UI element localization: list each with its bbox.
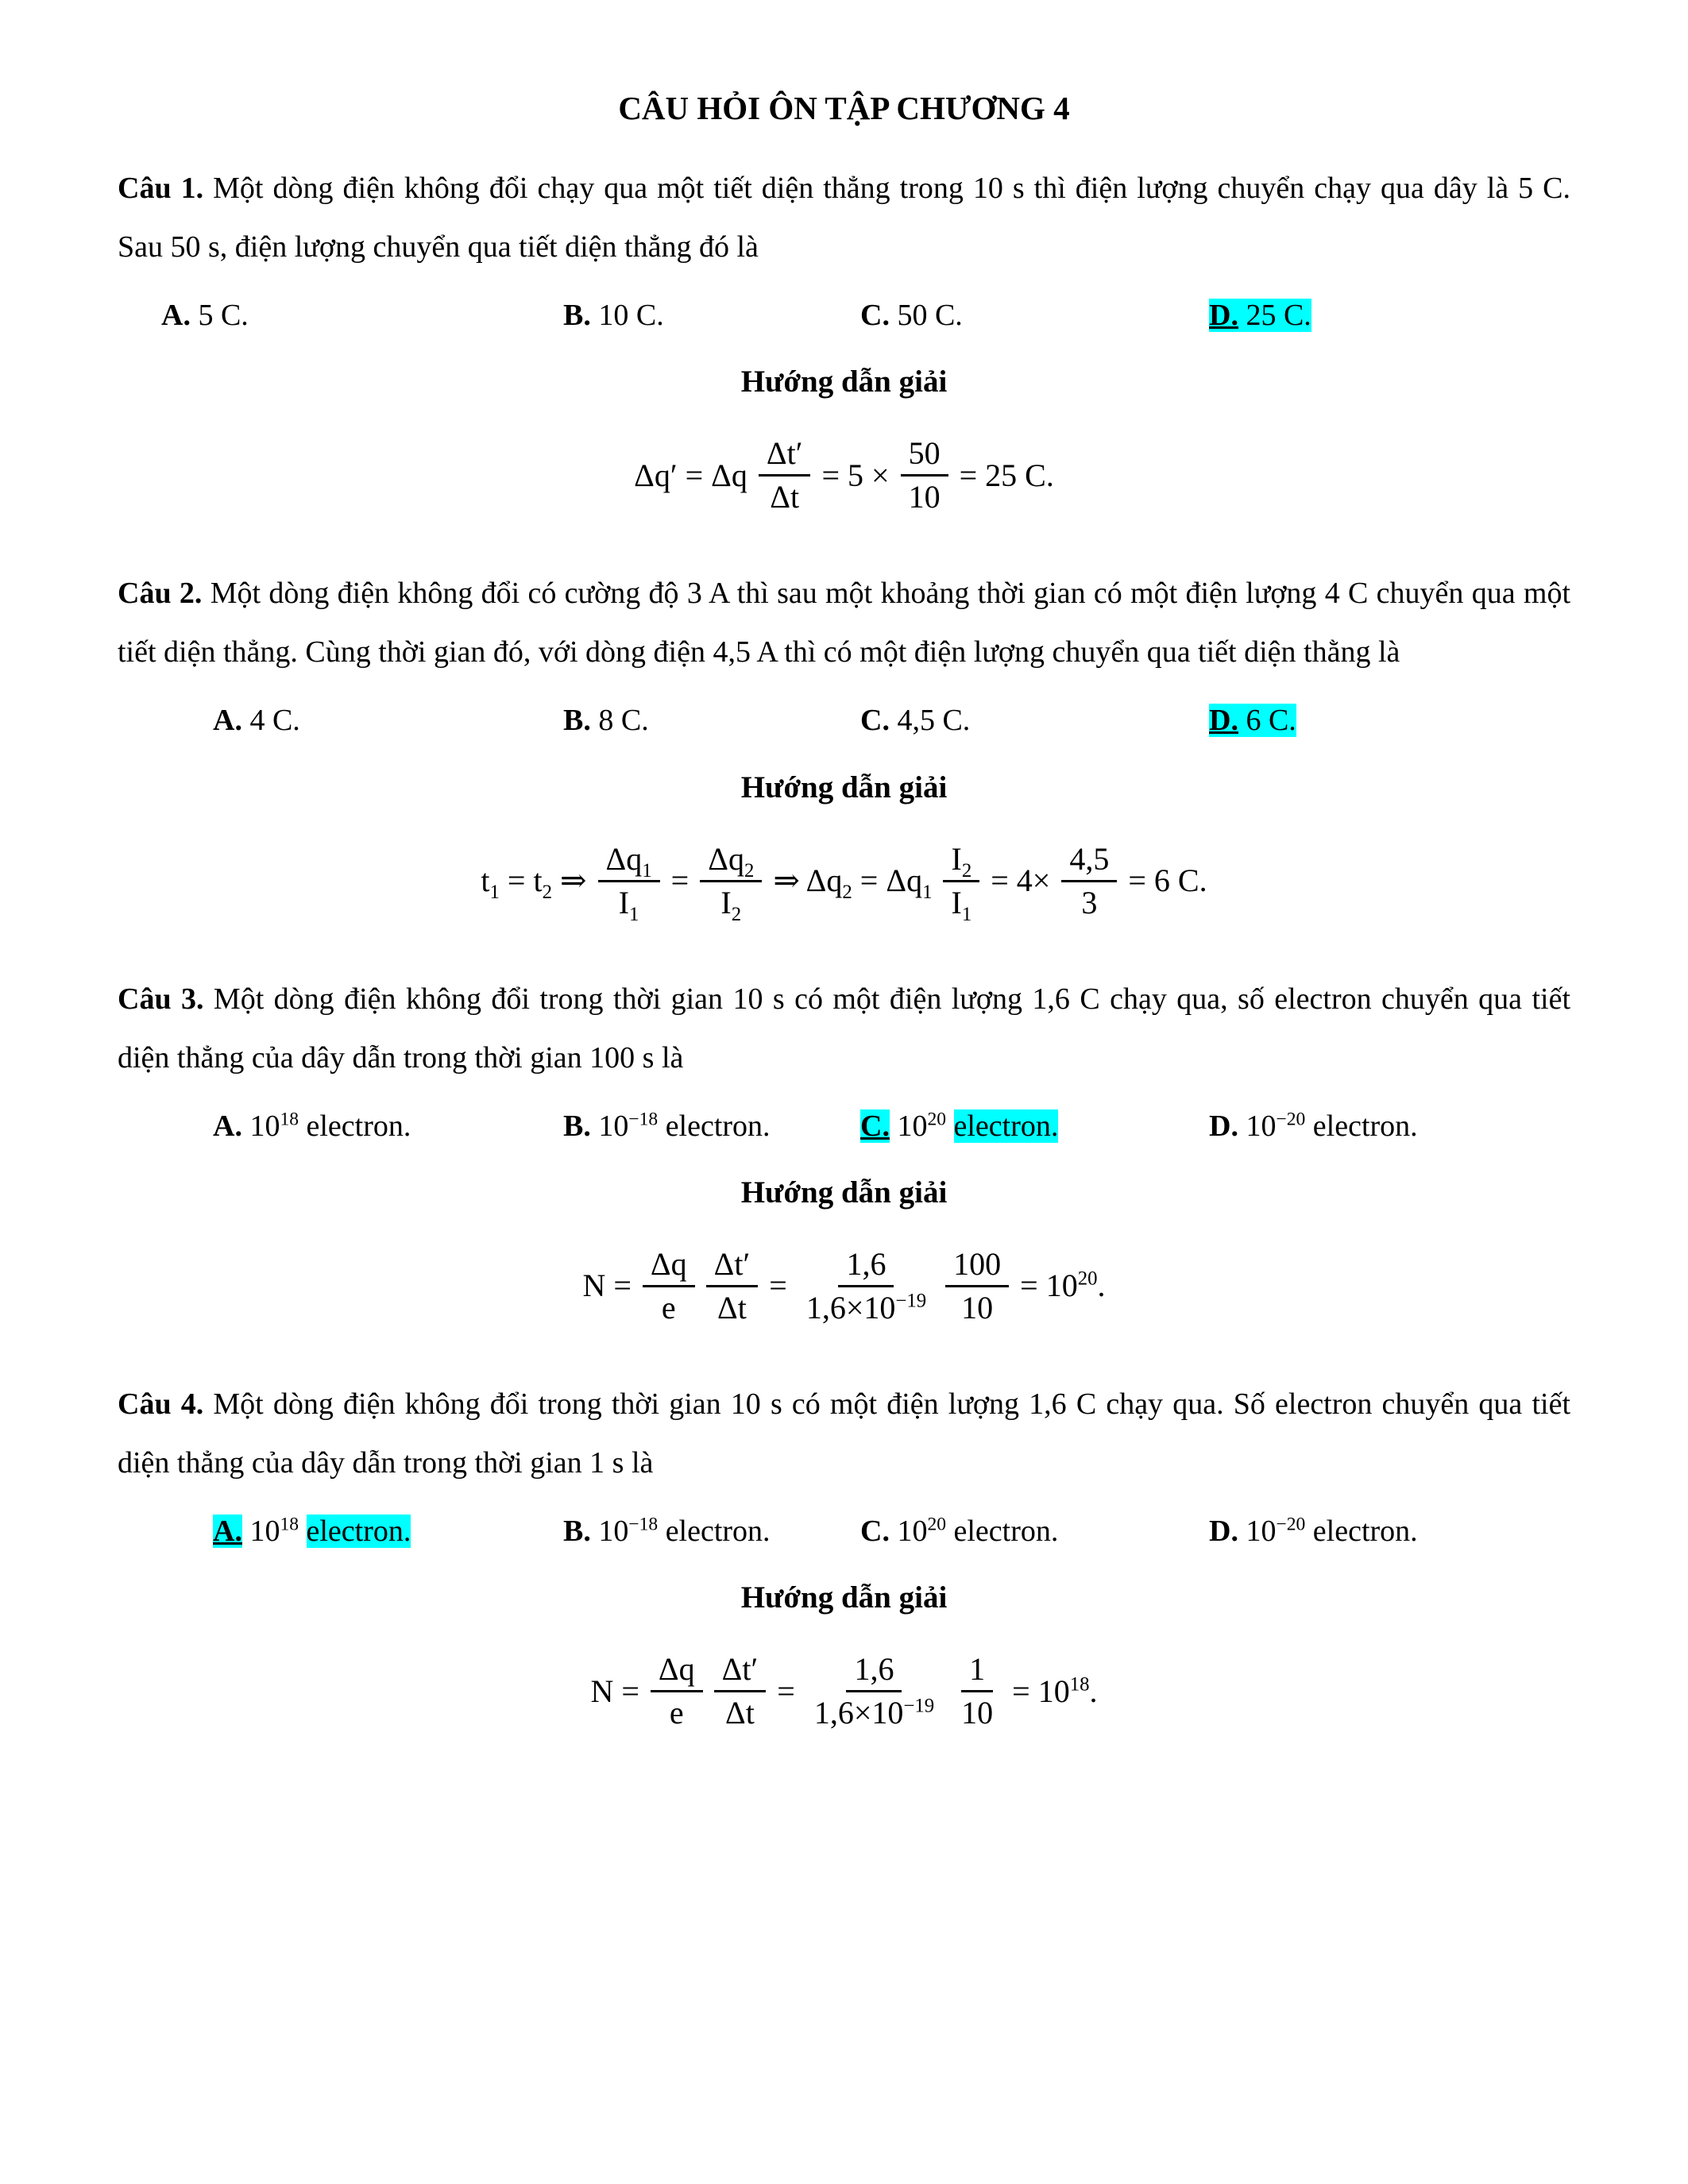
formula-text: = 4× <box>991 862 1051 899</box>
answer-option <box>1209 286 1570 345</box>
fraction-denominator: Δt <box>725 1695 755 1731</box>
option-label: B. <box>563 704 591 738</box>
question-block <box>118 970 1570 1329</box>
formula-text: = 5 × <box>821 457 890 493</box>
fraction-numerator: $\Delta q_2$ <box>700 839 762 882</box>
fraction <box>943 839 979 924</box>
question-block <box>118 159 1570 518</box>
option-label: D. <box>1209 704 1238 738</box>
option-text: 4 C. <box>241 704 300 738</box>
answer-option <box>213 691 563 750</box>
fraction-numerator: Δt′ <box>706 1244 759 1287</box>
option-text: $10^{-20}$ electron. <box>1238 1514 1418 1549</box>
formula-text: Δq′ = Δq <box>634 457 747 493</box>
formula-text: = $10^{20}$. <box>1020 1268 1106 1304</box>
fraction-numerator: Δt′ <box>759 433 811 477</box>
option-label: D. <box>1209 299 1238 333</box>
fraction-denominator: $1,6\times 10^{-19}$ <box>813 1695 935 1731</box>
answer-option <box>563 1502 860 1561</box>
solution-heading: Hướng dẫn giải <box>740 365 948 399</box>
solution-formula <box>118 1244 1570 1329</box>
fraction-denominator: e <box>661 1289 676 1325</box>
question-body: Một dòng điện không đổi chạy qua một tiết diện thẳng trong 10 s thì điện lượng chuyển chạy qua dây là 5 C. Sau 50 s, điện lượng chuyển qua tiết diện thẳng đó là <box>118 172 1571 264</box>
fraction <box>714 1649 767 1734</box>
question-block <box>118 564 1570 923</box>
question-text <box>118 1375 1570 1492</box>
solution-heading: Hướng dẫn giải <box>740 1580 948 1615</box>
fraction-numerator: 1,6 <box>846 1649 902 1692</box>
fraction-numerator: $I_2$ <box>943 839 979 882</box>
option-text: $10^{18}$ electron. <box>241 1109 411 1143</box>
option-text: $10^{-18}$ electron. <box>590 1109 771 1143</box>
fraction-denominator: Δt <box>770 479 800 515</box>
option-label: C. <box>860 1109 890 1143</box>
fraction-denominator: 10 <box>961 1289 994 1325</box>
option-text: 25 C. <box>1238 299 1311 333</box>
formula-text: ⇒ $\Delta q_2 = \Delta q_1$ <box>773 862 933 904</box>
fraction-denominator: $I_2$ <box>720 884 742 925</box>
option-text: 8 C. <box>590 704 649 738</box>
solution-heading: Hướng dẫn giải <box>740 770 948 805</box>
fraction-numerator: Δq <box>651 1649 703 1692</box>
fraction-numerator: 50 <box>901 433 948 477</box>
option-text: electron. <box>953 1109 1059 1143</box>
fraction-denominator: Δt <box>717 1289 747 1325</box>
option-label: D. <box>1209 1515 1238 1549</box>
fraction <box>598 839 660 924</box>
fraction-denominator: e <box>669 1695 684 1731</box>
answer-option <box>860 286 1209 345</box>
option-label: C. <box>860 1515 890 1549</box>
solution-formula <box>118 433 1570 518</box>
question-text <box>118 970 1570 1087</box>
option-text: 10 C. <box>590 299 664 333</box>
option-text: 6 C. <box>1238 704 1296 738</box>
formula-text: N = <box>582 1268 632 1304</box>
option-text: 5 C. <box>190 299 249 333</box>
formula-text: = <box>777 1673 795 1709</box>
answer-option <box>213 1097 563 1156</box>
fraction-numerator: $\Delta q_1$ <box>598 839 660 882</box>
answer-option <box>161 286 563 345</box>
option-text: $10^{20}$ electron. <box>889 1514 1059 1549</box>
formula-text: = $10^{18}$. <box>1012 1673 1098 1709</box>
fraction <box>700 839 762 924</box>
fraction-numerator: Δq <box>643 1244 695 1287</box>
questions-container <box>118 159 1570 1734</box>
answer-options <box>118 1097 1570 1156</box>
fraction <box>1061 839 1117 924</box>
fraction <box>643 1244 695 1329</box>
option-label: B. <box>563 1515 591 1549</box>
answer-option <box>563 286 860 345</box>
formula-text: N = <box>590 1673 639 1709</box>
fraction-numerator: 1 <box>961 1649 993 1692</box>
fraction-denominator: 3 <box>1081 884 1098 920</box>
fraction-denominator: $1,6\times 10^{-19}$ <box>805 1289 927 1325</box>
fraction <box>798 1244 934 1329</box>
question-body: Một dòng điện không đổi trong thời gian 10 s có một điện lượng 1,6 C chạy qua. Số electron chuyển qua tiết diện thẳng của dây dẫn trong thời gian 1 s là <box>118 1387 1570 1480</box>
fraction-denominator: $I_1$ <box>951 884 972 925</box>
fraction <box>901 433 948 518</box>
solution-heading: Hướng dẫn giải <box>740 1175 948 1210</box>
answer-options <box>118 691 1570 750</box>
formula-text: $t_1 = t_2$ ⇒ <box>481 862 587 904</box>
question-body: Một dòng điện không đổi có cường độ 3 A thì sau một khoảng thời gian có một điện lượng 4 C chuyển qua một tiết diện thẳng. Cùng thời gian đó, với dòng điện 4,5 A thì có một điện lượng chuyển qua tiết diện thằng là <box>118 577 1570 669</box>
answer-option <box>860 1097 1209 1156</box>
answer-option <box>1209 691 1570 750</box>
fraction <box>651 1649 703 1734</box>
fraction <box>706 1244 759 1329</box>
option-text: $10^{-18}$ electron. <box>590 1514 771 1549</box>
question-label: Câu 3. <box>118 982 214 1016</box>
fraction-numerator: 100 <box>945 1244 1009 1287</box>
fraction <box>953 1649 1001 1734</box>
question-text <box>118 159 1570 276</box>
option-label: D. <box>1209 1109 1238 1143</box>
answer-options <box>118 1502 1570 1561</box>
fraction <box>759 433 811 518</box>
option-text: $10^{-20}$ electron. <box>1238 1109 1418 1143</box>
answer-option <box>563 1097 860 1156</box>
solution-formula <box>118 839 1570 924</box>
option-label: C. <box>860 299 890 333</box>
question-text <box>118 564 1570 681</box>
solution-formula <box>118 1649 1570 1734</box>
answer-option <box>1209 1097 1570 1156</box>
option-label: B. <box>563 299 591 333</box>
page-title: CÂU HỎI ÔN TẬP CHƯƠNG 4 <box>618 90 1070 126</box>
question-block <box>118 1375 1570 1734</box>
fraction-denominator: 10 <box>908 479 941 515</box>
option-label: A. <box>161 299 191 333</box>
formula-text: = 25 C. <box>959 457 1054 493</box>
fraction <box>806 1649 942 1734</box>
formula-text: = <box>769 1268 787 1304</box>
option-label: B. <box>563 1109 591 1143</box>
fraction-denominator: $I_1$ <box>618 884 639 925</box>
option-text: 4,5 C. <box>889 704 971 738</box>
answer-options <box>118 286 1570 345</box>
answer-option <box>213 1502 563 1561</box>
fraction-numerator: 1,6 <box>838 1244 894 1287</box>
option-text: 50 C. <box>889 299 963 333</box>
question-label: Câu 2. <box>118 577 211 611</box>
option-label: A. <box>213 1109 242 1143</box>
fraction <box>945 1244 1009 1329</box>
formula-text: = <box>670 862 689 899</box>
option-text: $10^{20}$ <box>889 1109 946 1143</box>
question-label: Câu 4. <box>118 1387 214 1421</box>
fraction-denominator: 10 <box>961 1695 994 1731</box>
option-label: A. <box>213 704 242 738</box>
fraction-numerator: Δt′ <box>714 1649 767 1692</box>
answer-option <box>860 1502 1209 1561</box>
answer-option <box>563 691 860 750</box>
fraction-numerator: 4,5 <box>1061 839 1117 882</box>
formula-text: = 6 C. <box>1128 862 1207 899</box>
option-label: C. <box>860 704 890 738</box>
question-label: Câu 1. <box>118 172 214 205</box>
option-label: A. <box>213 1515 242 1549</box>
question-body: Một dòng điện không đổi trong thời gian 10 s có một điện lượng 1,6 C chạy qua, số electron chuyển qua tiết diện thẳng của dây dẫn trong thời gian 100 s là <box>118 982 1570 1075</box>
option-text: electron. <box>306 1515 411 1549</box>
option-text: $10^{18}$ <box>241 1514 299 1549</box>
answer-option <box>860 691 1209 750</box>
answer-option <box>1209 1502 1570 1561</box>
